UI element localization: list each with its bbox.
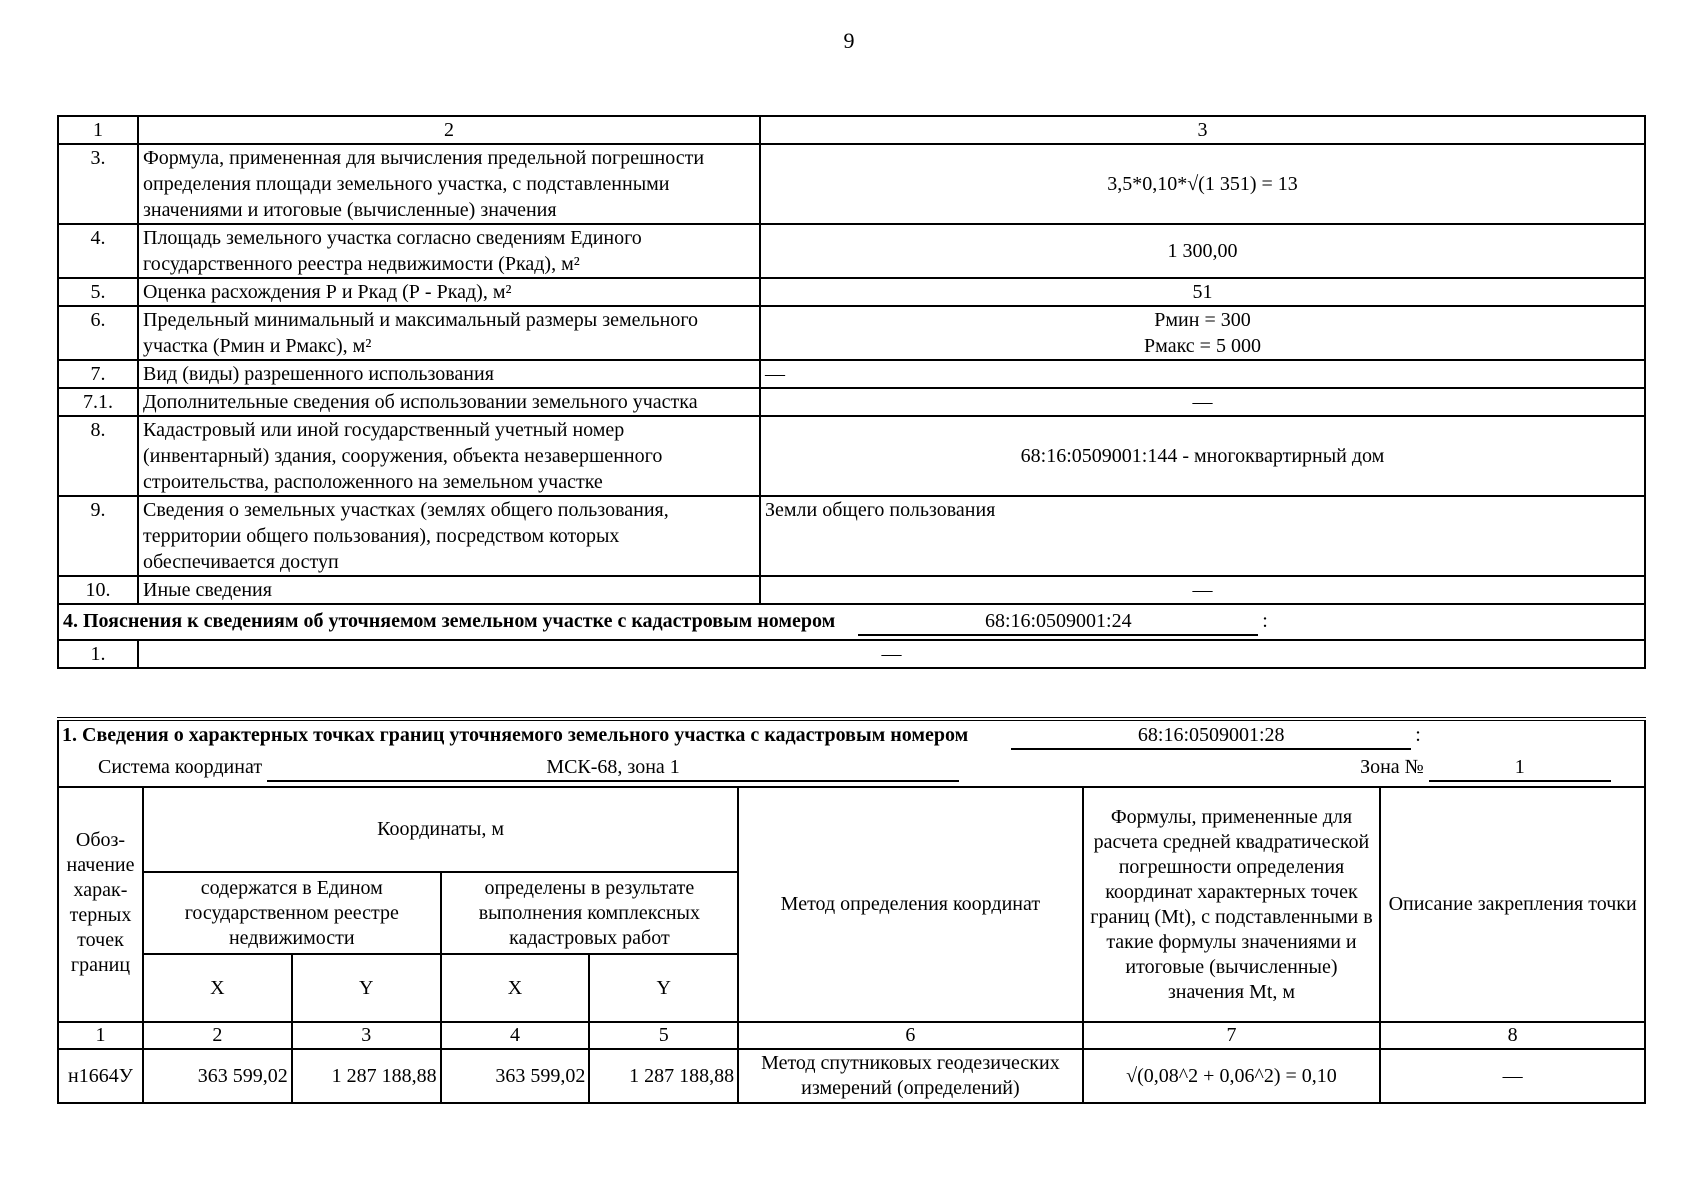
row-description: Формула, примененная для вычисления предельной погрешности определения площади земельного участка, с подставленными значениями и итоговые (вычисленные) значения <box>138 144 760 224</box>
column-number: 6 <box>738 1022 1082 1049</box>
y-header: Y <box>292 954 441 1022</box>
column-number: 4 <box>441 1022 590 1049</box>
description-cell: — <box>1380 1049 1645 1103</box>
section-1-cadastral-number: 68:16:0509001:28 <box>1011 723 1411 750</box>
row-value: 3,5*0,10*√(1 351) = 13 <box>760 144 1645 224</box>
column-number: 8 <box>1380 1022 1645 1049</box>
table-row <box>58 416 1645 496</box>
kkr-x-cell: 363 599,02 <box>441 1049 590 1103</box>
coord-system-label: Система координат <box>98 755 263 778</box>
row-description: Вид (виды) разрешенного использования <box>138 360 760 388</box>
row-value: — <box>760 360 1645 388</box>
max-size-value: Рмакс = 5 000 <box>1144 335 1261 357</box>
min-size-value: Рмин = 300 <box>1154 309 1251 331</box>
formula-header: Формулы, примененные для расчета средней квадратической погрешности определения координат характерных точек границ (Mt), с подставленными в такие формулы значениями и итоговые (вычисленные) значения Mt, м <box>1083 787 1381 1022</box>
row-value: — <box>760 388 1645 416</box>
coordinates-header: Координаты, м <box>143 787 738 872</box>
zone-value: 1 <box>1429 755 1611 782</box>
kkr-y-cell: 1 287 188,88 <box>589 1049 738 1103</box>
row-value: Земли общего пользования <box>760 496 1645 576</box>
coord-system-value: МСК-68, зона 1 <box>267 755 959 782</box>
section-4-heading <box>58 604 1645 640</box>
point-cell: н1664У <box>58 1049 143 1103</box>
description-header: Описание закрепления точки <box>1380 787 1645 1022</box>
section-4-title: 4. Пояснения к сведениям об уточняемом земельном участке с кадастровым номером <box>63 610 836 632</box>
kkr-header: определены в результате выполнения комплексных кадастровых работ <box>441 872 739 954</box>
column-number: 7 <box>1083 1022 1381 1049</box>
row-value: 1 300,00 <box>760 224 1645 278</box>
method-header: Метод определения координат <box>738 787 1082 1022</box>
boundary-points-table <box>57 717 1646 1104</box>
column-number: 3 <box>760 116 1645 144</box>
row-description: Предельный минимальный и максимальный размеры земельного участка (Рмин и Рмакс), м² <box>138 306 760 360</box>
section-1-colon: : <box>1415 724 1421 746</box>
row-number: 6. <box>58 306 138 360</box>
row-description: Сведения о земельных участках (землях общего пользования, территории общего пользования), посредством которых обеспечивается доступ <box>138 496 760 576</box>
column-number-row <box>58 1022 1645 1049</box>
column-number-row <box>58 116 1645 144</box>
table-row <box>58 576 1645 604</box>
egrn-y-cell: 1 287 188,88 <box>292 1049 441 1103</box>
egrn-header: содержатся в Едином государственном реестре недвижимости <box>143 872 441 954</box>
table-row <box>58 1049 1645 1103</box>
section-4-cadastral-number: 68:16:0509001:24 <box>858 608 1258 636</box>
column-number: 2 <box>138 116 760 144</box>
column-number: 1 <box>58 1022 143 1049</box>
column-number: 2 <box>143 1022 292 1049</box>
row-description: Площадь земельного участка согласно сведениям Единого государственного реестра недвижимости (Ркад), м² <box>138 224 760 278</box>
page-number: 9 <box>843 28 855 53</box>
table-row <box>58 224 1645 278</box>
row-number: 10. <box>58 576 138 604</box>
row-description: Дополнительные сведения об использовании земельного участка <box>138 388 760 416</box>
row-value: — <box>138 640 1645 668</box>
section-1-heading-row <box>58 719 1645 750</box>
method-cell: Метод спутниковых геодезических измерений (определений) <box>738 1049 1082 1103</box>
column-number: 3 <box>292 1022 441 1049</box>
table-row <box>58 640 1645 668</box>
y-header: Y <box>589 954 738 1022</box>
row-number: 8. <box>58 416 138 496</box>
row-number: 7.1. <box>58 388 138 416</box>
row-number: 4. <box>58 224 138 278</box>
section-1-title: 1. Сведения о характерных точках границ уточняемого земельного участка с кадастровым номером <box>62 724 969 746</box>
zone-label: Зона № <box>1360 755 1424 778</box>
formula-cell: √(0,08^2 + 0,06^2) = 0,10 <box>1083 1049 1381 1103</box>
table-row <box>58 144 1645 224</box>
row-value <box>760 306 1645 360</box>
row-number: 9. <box>58 496 138 576</box>
x-header: X <box>143 954 292 1022</box>
egrn-x-cell: 363 599,02 <box>143 1049 292 1103</box>
row-description: Кадастровый или иной государственный учетный номер (инвентарный) здания, сооружения, объекта незавершенного строительства, расположенного на земельном участке <box>138 416 760 496</box>
table-row <box>58 278 1645 306</box>
row-value: 51 <box>760 278 1645 306</box>
parcel-details-table <box>57 115 1646 669</box>
column-number: 1 <box>58 116 138 144</box>
x-header: X <box>441 954 590 1022</box>
table-row <box>58 306 1645 360</box>
header-row <box>58 787 1645 872</box>
coordinate-system <box>58 750 1645 787</box>
section-4-heading-row <box>58 604 1645 640</box>
table-row <box>58 388 1645 416</box>
coordinate-system-row <box>58 750 1645 787</box>
row-number: 5. <box>58 278 138 306</box>
column-number: 5 <box>589 1022 738 1049</box>
row-number: 7. <box>58 360 138 388</box>
row-value: 68:16:0509001:144 - многоквартирный дом <box>760 416 1645 496</box>
section-1-heading <box>58 719 1645 750</box>
row-number: 3. <box>58 144 138 224</box>
section-4-colon: : <box>1262 610 1268 632</box>
point-header: Обоз-начение харак-терных точек границ <box>58 787 143 1022</box>
row-description: Оценка расхождения Р и Ркад (Р - Ркад), м² <box>138 278 760 306</box>
row-description: Иные сведения <box>138 576 760 604</box>
row-value: — <box>760 576 1645 604</box>
table-row <box>58 496 1645 576</box>
row-number: 1. <box>58 640 138 668</box>
table-row <box>58 360 1645 388</box>
